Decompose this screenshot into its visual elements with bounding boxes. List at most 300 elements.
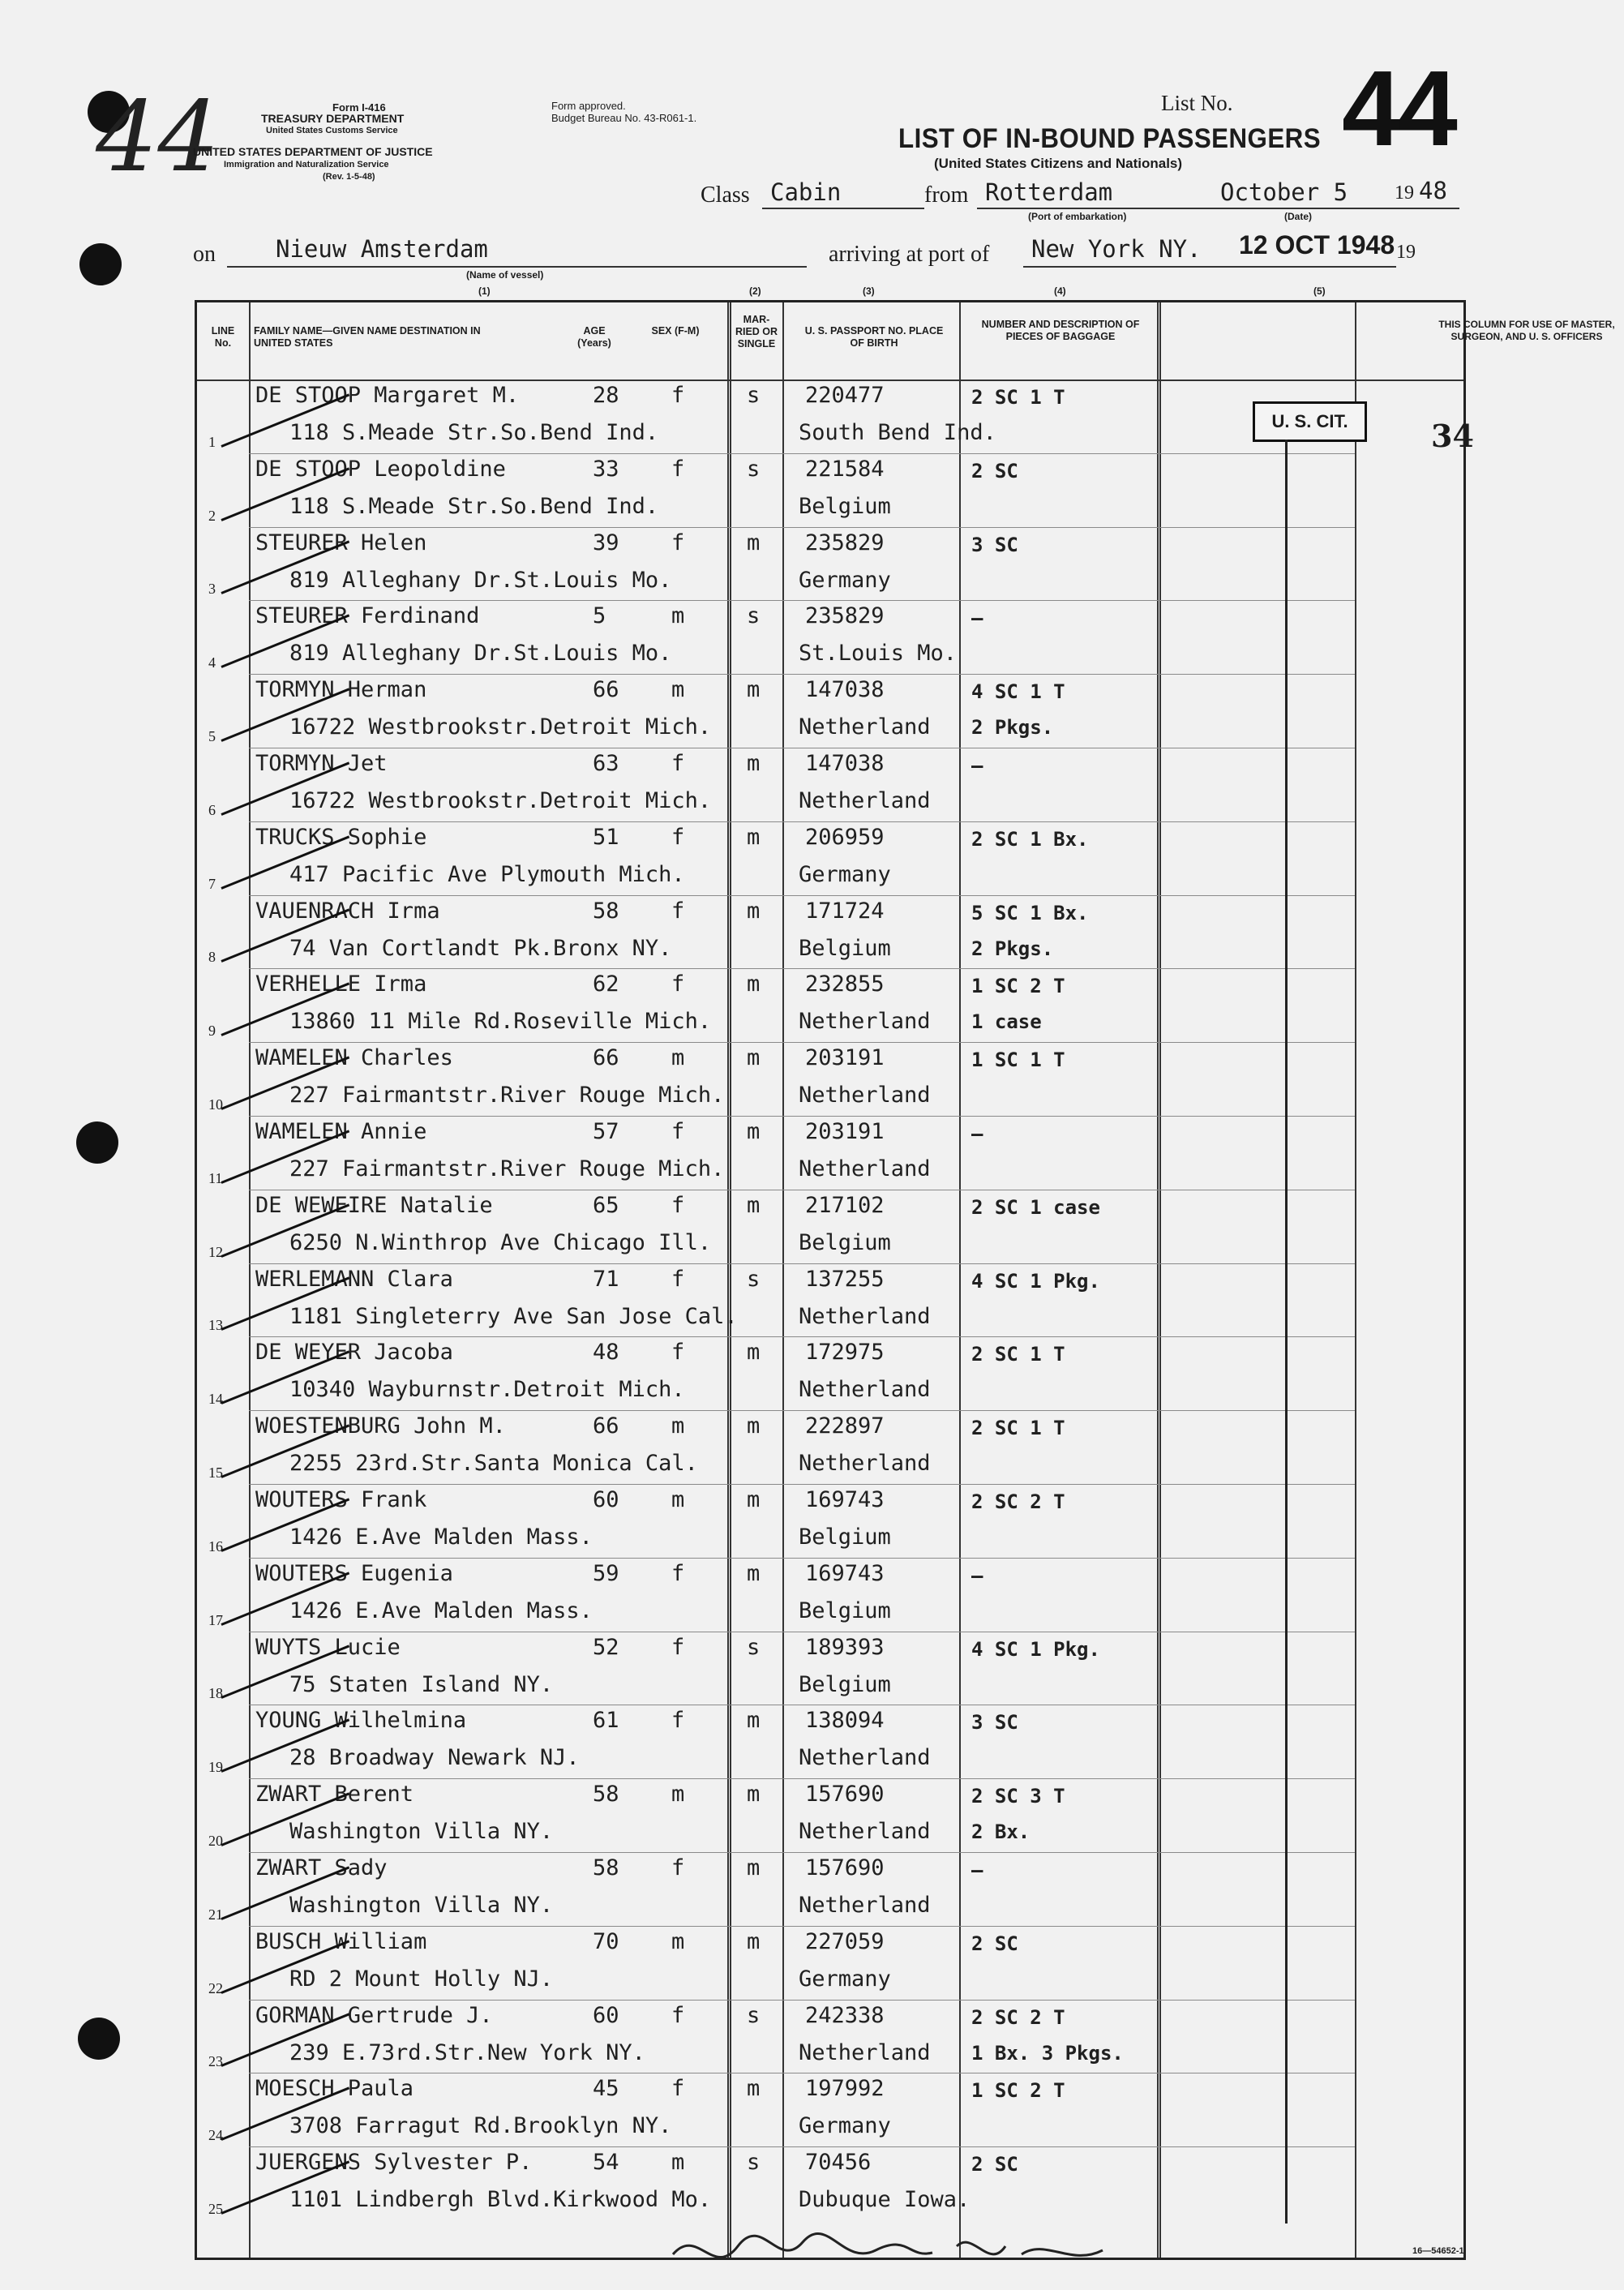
class-value: Cabin (770, 178, 842, 206)
passenger-name: DE STOOP Margaret M. (255, 383, 520, 408)
passenger-age: 45 (593, 2076, 619, 2102)
signature-scribble (665, 2222, 1119, 2287)
baggage-line-1: — (971, 607, 983, 630)
line-number: 20 (208, 1832, 223, 1849)
passenger-name: WERLEMANN Clara (255, 1266, 453, 1292)
passenger-birthplace: Netherland (799, 788, 931, 813)
line-number: 14 (208, 1391, 223, 1408)
passenger-birthplace: Netherland (799, 1303, 931, 1329)
passenger-sex: m (671, 1782, 685, 1808)
line-number: 4 (208, 654, 216, 671)
passenger-passport: 197992 (805, 2076, 885, 2102)
passenger-sex: f (671, 971, 685, 997)
passenger-passport: 70456 (805, 2150, 872, 2176)
baggage-line-1: 2 SC 3 T (971, 1785, 1065, 1808)
baggage-line-2: 2 Bx. (971, 1820, 1031, 1844)
passenger-birthplace: Netherland (799, 1819, 931, 1845)
passenger-address: 1181 Singleterry Ave San Jose Cal. (289, 1303, 738, 1329)
passenger-age: 57 (593, 1119, 619, 1144)
binder-hole-bottom (78, 2018, 120, 2060)
passenger-name: VAUENRACH Irma (255, 898, 440, 924)
passenger-name: TORMYN Herman (255, 677, 427, 703)
passenger-sex: m (671, 1487, 685, 1512)
table-row (197, 1263, 1463, 1337)
vessel-name: Nieuw Amsterdam (276, 235, 488, 263)
colnum-2: (2) (749, 285, 761, 297)
passenger-age: 60 (593, 1487, 619, 1512)
passenger-sex: f (671, 1634, 685, 1660)
passenger-sex: f (671, 1560, 685, 1586)
passenger-marital-status: m (747, 1119, 761, 1144)
passenger-birthplace: Belgium (799, 1229, 891, 1255)
table-row (197, 748, 1463, 821)
header-married: MAR-RIED OR SINGLE (735, 314, 778, 350)
passenger-birthplace: Belgium (799, 1671, 891, 1697)
passenger-sex: f (671, 2002, 685, 2028)
table-row (197, 1705, 1463, 1778)
table-row (197, 527, 1463, 601)
passenger-marital-status: m (747, 1413, 761, 1439)
passenger-birthplace: South Bend Ind. (799, 420, 996, 445)
passenger-address: Washington Villa NY. (289, 1893, 554, 1918)
passenger-name: VERHELLE Irma (255, 971, 427, 997)
passenger-age: 61 (593, 1708, 619, 1734)
passenger-sex: f (671, 1708, 685, 1734)
table-row (197, 1778, 1463, 1852)
table-row (197, 2000, 1463, 2073)
passenger-name: ZWART Sady (255, 1855, 388, 1880)
passenger-age: 58 (593, 898, 619, 924)
passenger-address: 819 Alleghany Dr.St.Louis Mo. (289, 641, 672, 667)
passenger-birthplace: Netherland (799, 1377, 931, 1403)
colnum-3: (3) (863, 285, 875, 297)
passenger-age: 5 (593, 603, 606, 629)
passenger-address: 3708 Farragut Rd.Brooklyn NY. (289, 2113, 672, 2139)
passenger-marital-status: m (747, 1928, 761, 1954)
passenger-age: 65 (593, 1192, 619, 1218)
passenger-passport: 138094 (805, 1708, 885, 1734)
budget-bureau: Budget Bureau No. 43-R061-1. (551, 112, 697, 124)
line-number: 6 (208, 801, 216, 818)
binder-hole-middle (76, 1121, 118, 1164)
passenger-sex: f (671, 1266, 685, 1292)
binder-hole-top-2 (79, 243, 122, 285)
passenger-birthplace: Netherland (799, 1156, 931, 1181)
passenger-marital-status: s (747, 383, 761, 408)
passenger-sex: f (671, 1340, 685, 1366)
passenger-address: Washington Villa NY. (289, 1819, 554, 1845)
table-row (197, 895, 1463, 969)
line-number: 21 (208, 1906, 223, 1923)
form-approved: Form approved. (551, 100, 626, 112)
table-row (197, 821, 1463, 895)
line-number: 5 (208, 727, 216, 744)
line-number: 15 (208, 1464, 223, 1481)
passenger-birthplace: Netherland (799, 1083, 931, 1109)
passenger-marital-status: s (747, 2002, 761, 2028)
passenger-sex: f (671, 530, 685, 555)
passenger-age: 59 (593, 1560, 619, 1586)
header-line-no: LINE No. (211, 325, 235, 349)
list-title: LIST OF IN-BOUND PASSENGERS (898, 123, 1322, 154)
passenger-name: JUERGENS Sylvester P. (255, 2150, 533, 2176)
baggage-line-1: 2 SC 1 T (971, 1343, 1065, 1366)
passenger-birthplace: Belgium (799, 493, 891, 519)
passenger-marital-status: m (747, 898, 761, 924)
baggage-line-1: 5 SC 1 Bx. (971, 901, 1089, 924)
passenger-name: DE WEYER Jacoba (255, 1340, 453, 1366)
passenger-passport: 172975 (805, 1340, 885, 1366)
line-number: 10 (208, 1096, 223, 1113)
passenger-name: TRUCKS Sophie (255, 824, 427, 850)
passenger-age: 48 (593, 1340, 619, 1366)
list-subtitle: (United States Citizens and Nationals) (934, 156, 1183, 171)
passenger-age: 33 (593, 456, 619, 482)
dept-justice: UNITED STATES DEPARTMENT OF JUSTICE (193, 145, 433, 158)
passenger-birthplace: Belgium (799, 1525, 891, 1550)
passenger-sex: f (671, 2076, 685, 2102)
passenger-passport: 206959 (805, 824, 885, 850)
passenger-address: 118 S.Meade Str.So.Bend Ind. (289, 493, 659, 519)
line-number: 25 (208, 2200, 223, 2217)
port-caption: (Port of embarkation) (1028, 211, 1127, 222)
officer-line (1285, 440, 1288, 2224)
table-row (197, 1484, 1463, 1558)
passenger-name: GORMAN Gertrude J. (255, 2002, 493, 2028)
passenger-birthplace: Germany (799, 1966, 891, 1992)
passenger-marital-status: m (747, 1487, 761, 1512)
passenger-name: WAMELEN Charles (255, 1045, 453, 1071)
passenger-birthplace: Netherland (799, 714, 931, 740)
passenger-address: 417 Pacific Ave Plymouth Mich. (289, 861, 685, 887)
header-name: FAMILY NAME—GIVEN NAME DESTINATION IN UNITED STATES (254, 325, 481, 349)
us-citizen-stamp: U. S. CIT. (1253, 401, 1367, 442)
passenger-marital-status: m (747, 530, 761, 555)
line-number: 12 (208, 1243, 223, 1260)
margin-note: 44 (96, 81, 220, 194)
line-number: 7 (208, 875, 216, 892)
passenger-marital-status: m (747, 1708, 761, 1734)
passenger-age: 52 (593, 1634, 619, 1660)
passenger-address: 75 Staten Island NY. (289, 1671, 554, 1697)
passenger-address: 819 Alleghany Dr.St.Louis Mo. (289, 567, 672, 593)
line-number: 19 (208, 1759, 223, 1776)
passenger-marital-status: m (747, 971, 761, 997)
passenger-sex: f (671, 456, 685, 482)
passenger-birthplace: Netherland (799, 1745, 931, 1771)
passenger-name: WUYTS Lucie (255, 1634, 401, 1660)
passenger-age: 54 (593, 2150, 619, 2176)
line-number: 1 (208, 433, 216, 450)
form-revision: (Rev. 1-5-48) (323, 172, 375, 182)
header-age: AGE (Years) (577, 325, 611, 349)
baggage-line-2: 1 case (971, 1010, 1042, 1034)
baggage-line-1: 2 SC 1 case (971, 1195, 1100, 1219)
passenger-birthplace: Germany (799, 567, 891, 593)
passenger-passport: 217102 (805, 1192, 885, 1218)
from-label: from (924, 182, 969, 208)
passenger-birthplace: Netherland (799, 1009, 931, 1035)
table-row (197, 968, 1463, 1042)
passenger-sex: f (671, 1855, 685, 1880)
baggage-line-1: — (971, 1122, 983, 1145)
table-row (197, 1042, 1463, 1116)
baggage-line-1: — (971, 1859, 983, 1881)
baggage-line-1: 1 SC 2 T (971, 2079, 1065, 2103)
table-row (197, 2146, 1463, 2220)
passenger-name: DE WEWEIRE Natalie (255, 1192, 493, 1218)
table-row (197, 1336, 1463, 1410)
on-label: on (193, 242, 216, 267)
passenger-marital-status: m (747, 751, 761, 776)
line-number: 18 (208, 1685, 223, 1702)
baggage-line-1: 2 SC (971, 1932, 1018, 1955)
passenger-birthplace: Belgium (799, 935, 891, 961)
passenger-sex: f (671, 751, 685, 776)
passenger-sex: m (671, 1413, 685, 1439)
passenger-address: RD 2 Mount Holly NJ. (289, 1966, 554, 1992)
baggage-line-2: 2 Pkgs. (971, 937, 1054, 960)
passenger-address: 1426 E.Ave Malden Mass. (289, 1525, 593, 1550)
passenger-passport: 147038 (805, 677, 885, 703)
line-number: 13 (208, 1317, 223, 1334)
passenger-address: 10340 Wayburnstr.Detroit Mich. (289, 1377, 685, 1403)
port-of-embarkation: Rotterdam (985, 178, 1113, 206)
table-row (197, 1632, 1463, 1705)
colnum-5: (5) (1313, 285, 1326, 297)
vessel-caption: (Name of vessel) (466, 269, 544, 281)
passenger-birthplace: Germany (799, 2113, 891, 2139)
passenger-name: STEURER Ferdinand (255, 603, 480, 629)
passenger-name: ZWART Berent (255, 1782, 414, 1808)
baggage-line-2: 2 Pkgs. (971, 716, 1054, 740)
list-number: 44 (1342, 49, 1455, 168)
passenger-name: WOESTENBURG John M. (255, 1413, 506, 1439)
passenger-sex: m (671, 2150, 685, 2176)
baggage-line-1: 3 SC (971, 1711, 1018, 1735)
table-row (197, 1190, 1463, 1263)
passenger-birthplace: Netherland (799, 2039, 931, 2065)
table-row (197, 1852, 1463, 1926)
passenger-marital-status: s (747, 2150, 761, 2176)
table-row (197, 2073, 1463, 2146)
baggage-line-1: 2 SC 2 T (971, 1490, 1065, 1513)
passenger-age: 66 (593, 1045, 619, 1071)
passenger-address: 227 Fairmantstr.River Rouge Mich. (289, 1083, 725, 1109)
baggage-line-1: 2 SC (971, 459, 1018, 482)
passenger-name: TORMYN Jet (255, 751, 388, 776)
colnum-4: (4) (1054, 285, 1066, 297)
passenger-sex: f (671, 1119, 685, 1144)
passenger-marital-status: s (747, 1634, 761, 1660)
passenger-marital-status: m (747, 1045, 761, 1071)
passenger-age: 62 (593, 971, 619, 997)
baggage-line-1: 2 SC 1 T (971, 1417, 1065, 1440)
date-year-prefix: 19 (1395, 182, 1414, 204)
passenger-passport: 227059 (805, 1928, 885, 1954)
line-number: 3 (208, 581, 216, 598)
passenger-address: 239 E.73rd.Str.New York NY. (289, 2039, 645, 2065)
passenger-age: 63 (593, 751, 619, 776)
passenger-name: BUSCH William (255, 1928, 427, 1954)
passenger-passport: 203191 (805, 1045, 885, 1071)
date-caption: (Date) (1284, 211, 1313, 222)
passenger-age: 58 (593, 1855, 619, 1880)
line-number: 9 (208, 1023, 216, 1040)
passenger-marital-status: s (747, 1266, 761, 1292)
passenger-sex: m (671, 603, 685, 629)
passenger-age: 66 (593, 677, 619, 703)
passenger-birthplace: St.Louis Mo. (799, 641, 958, 667)
us-citizen-count: 34 (1431, 418, 1474, 454)
passenger-marital-status: s (747, 603, 761, 629)
table-row (197, 453, 1463, 527)
passenger-marital-status: m (747, 1560, 761, 1586)
line-number: 23 (208, 2053, 223, 2070)
baggage-line-1: 2 SC 2 T (971, 2005, 1065, 2029)
passenger-address: 227 Fairmantstr.River Rouge Mich. (289, 1156, 725, 1181)
baggage-line-1: — (971, 1563, 983, 1587)
header-baggage: NUMBER AND DESCRIPTION OF PIECES OF BAGGAGE (981, 319, 1140, 342)
line-number: 2 (208, 507, 216, 524)
passenger-marital-status: m (747, 824, 761, 850)
baggage-line-1: 4 SC 1 Pkg. (971, 1269, 1100, 1293)
arriving-label: arriving at port of (829, 242, 990, 267)
passenger-age: 51 (593, 824, 619, 850)
passenger-address: 13860 11 Mile Rd.Roseville Mich. (289, 1009, 712, 1035)
header-sex: SEX (F-M) (651, 325, 700, 337)
passenger-address: 16722 Westbrookstr.Detroit Mich. (289, 788, 712, 813)
header-passport: U. S. PASSPORT NO. PLACE OF BIRTH (804, 325, 944, 349)
passenger-address: 2255 23rd.Str.Santa Monica Cal. (289, 1451, 698, 1477)
passenger-age: 60 (593, 2002, 619, 2028)
passenger-birthplace: Dubuque Iowa. (799, 2187, 971, 2213)
baggage-line-1: 1 SC 2 T (971, 975, 1065, 998)
passenger-passport: 203191 (805, 1119, 885, 1144)
departure-date: October 5 (1220, 178, 1348, 206)
baggage-line-1: 4 SC 1 Pkg. (971, 1637, 1100, 1661)
table-row (197, 1926, 1463, 2000)
passenger-address: 16722 Westbrookstr.Detroit Mich. (289, 714, 712, 740)
table-row (197, 600, 1463, 674)
line-number: 11 (208, 1169, 223, 1186)
colnum-1: (1) (478, 285, 491, 297)
passenger-sex: m (671, 1045, 685, 1071)
dept-treasury-sub: United States Customs Service (266, 126, 398, 135)
line-number: 22 (208, 1979, 223, 1996)
passenger-name: YOUNG Wilhelmina (255, 1708, 467, 1734)
passenger-passport: 157690 (805, 1855, 885, 1880)
passenger-sex: f (671, 1192, 685, 1218)
baggage-line-1: — (971, 754, 983, 777)
passenger-birthplace: Netherland (799, 1451, 931, 1477)
passenger-marital-status: m (747, 677, 761, 703)
passenger-address: 6250 N.Winthrop Ave Chicago Ill. (289, 1229, 712, 1255)
header-officers: THIS COLUMN FOR USE OF MASTER, SURGEON, AND U. S. OFFICERS (1438, 319, 1615, 342)
date-year: 48 (1419, 177, 1447, 204)
passenger-passport: 189393 (805, 1634, 885, 1660)
dept-treasury: TREASURY DEPARTMENT (261, 112, 405, 125)
passenger-sex: f (671, 824, 685, 850)
passenger-passport: 235829 (805, 603, 885, 629)
baggage-line-1: 4 SC 1 T (971, 680, 1065, 704)
passenger-sex: f (671, 383, 685, 408)
passenger-passport: 220477 (805, 383, 885, 408)
line-number: 8 (208, 949, 216, 966)
line-number: 24 (208, 2127, 223, 2144)
passenger-sex: m (671, 1928, 685, 1954)
arrival-year-prefix: 19 (1396, 242, 1416, 263)
passenger-passport: 235829 (805, 530, 885, 555)
passenger-marital-status: m (747, 1340, 761, 1366)
list-no-label: List No. (1161, 91, 1233, 115)
baggage-line-1: 3 SC (971, 533, 1018, 556)
passenger-name: STEURER Helen (255, 530, 427, 555)
passenger-birthplace: Belgium (799, 1597, 891, 1623)
passenger-address: 74 Van Cortlandt Pk.Bronx NY. (289, 935, 672, 961)
passenger-age: 28 (593, 383, 619, 408)
baggage-line-2: 1 Bx. 3 Pkgs. (971, 2041, 1124, 2065)
passenger-address: 118 S.Meade Str.So.Bend Ind. (289, 420, 659, 445)
passenger-birthplace: Netherland (799, 1893, 931, 1918)
passenger-passport: 147038 (805, 751, 885, 776)
table-row (197, 674, 1463, 748)
baggage-line-1: 2 SC 1 T (971, 386, 1065, 409)
passenger-passport: 232855 (805, 971, 885, 997)
passenger-passport: 137255 (805, 1266, 885, 1292)
footer-code: 16—54652-1 (1412, 2246, 1464, 2256)
baggage-line-1: 2 SC 1 Bx. (971, 827, 1089, 851)
passenger-name: WOUTERS Eugenia (255, 1560, 453, 1586)
passenger-marital-status: m (747, 1192, 761, 1218)
passenger-age: 39 (593, 530, 619, 555)
line-number: 16 (208, 1537, 223, 1555)
passenger-address: 1426 E.Ave Malden Mass. (289, 1597, 593, 1623)
passenger-table (195, 300, 1615, 2260)
passenger-address: 28 Broadway Newark NJ. (289, 1745, 580, 1771)
passenger-name: DE STOOP Leopoldine (255, 456, 506, 482)
passenger-passport: 242338 (805, 2002, 885, 2028)
line-number: 17 (208, 1611, 223, 1628)
passenger-address: 1101 Lindbergh Blvd.Kirkwood Mo. (289, 2187, 712, 2213)
table-row (197, 1558, 1463, 1632)
passenger-marital-status: s (747, 456, 761, 482)
passenger-age: 66 (593, 1413, 619, 1439)
passenger-passport: 169743 (805, 1487, 885, 1512)
baggage-line-1: 2 SC (971, 2153, 1018, 2176)
table-row (197, 1116, 1463, 1190)
passenger-passport: 171724 (805, 898, 885, 924)
form-number: Form I-416 (332, 101, 386, 114)
passenger-marital-status: m (747, 1855, 761, 1880)
passenger-marital-status: m (747, 2076, 761, 2102)
passenger-name: WOUTERS Frank (255, 1487, 427, 1512)
passenger-passport: 157690 (805, 1782, 885, 1808)
passenger-age: 71 (593, 1266, 619, 1292)
passenger-age: 58 (593, 1782, 619, 1808)
table-row (197, 1410, 1463, 1484)
dept-justice-sub: Immigration and Naturalization Service (224, 160, 389, 169)
passenger-name: MOESCH Paula (255, 2076, 414, 2102)
passenger-passport: 222897 (805, 1413, 885, 1439)
passenger-birthplace: Germany (799, 861, 891, 887)
passenger-age: 70 (593, 1928, 619, 1954)
passenger-marital-status: m (747, 1782, 761, 1808)
arrival-date-stamp: 12 OCT 1948 (1239, 230, 1395, 259)
class-label: Class (701, 182, 750, 208)
baggage-line-1: 1 SC 1 T (971, 1049, 1065, 1072)
passenger-sex: m (671, 677, 685, 703)
